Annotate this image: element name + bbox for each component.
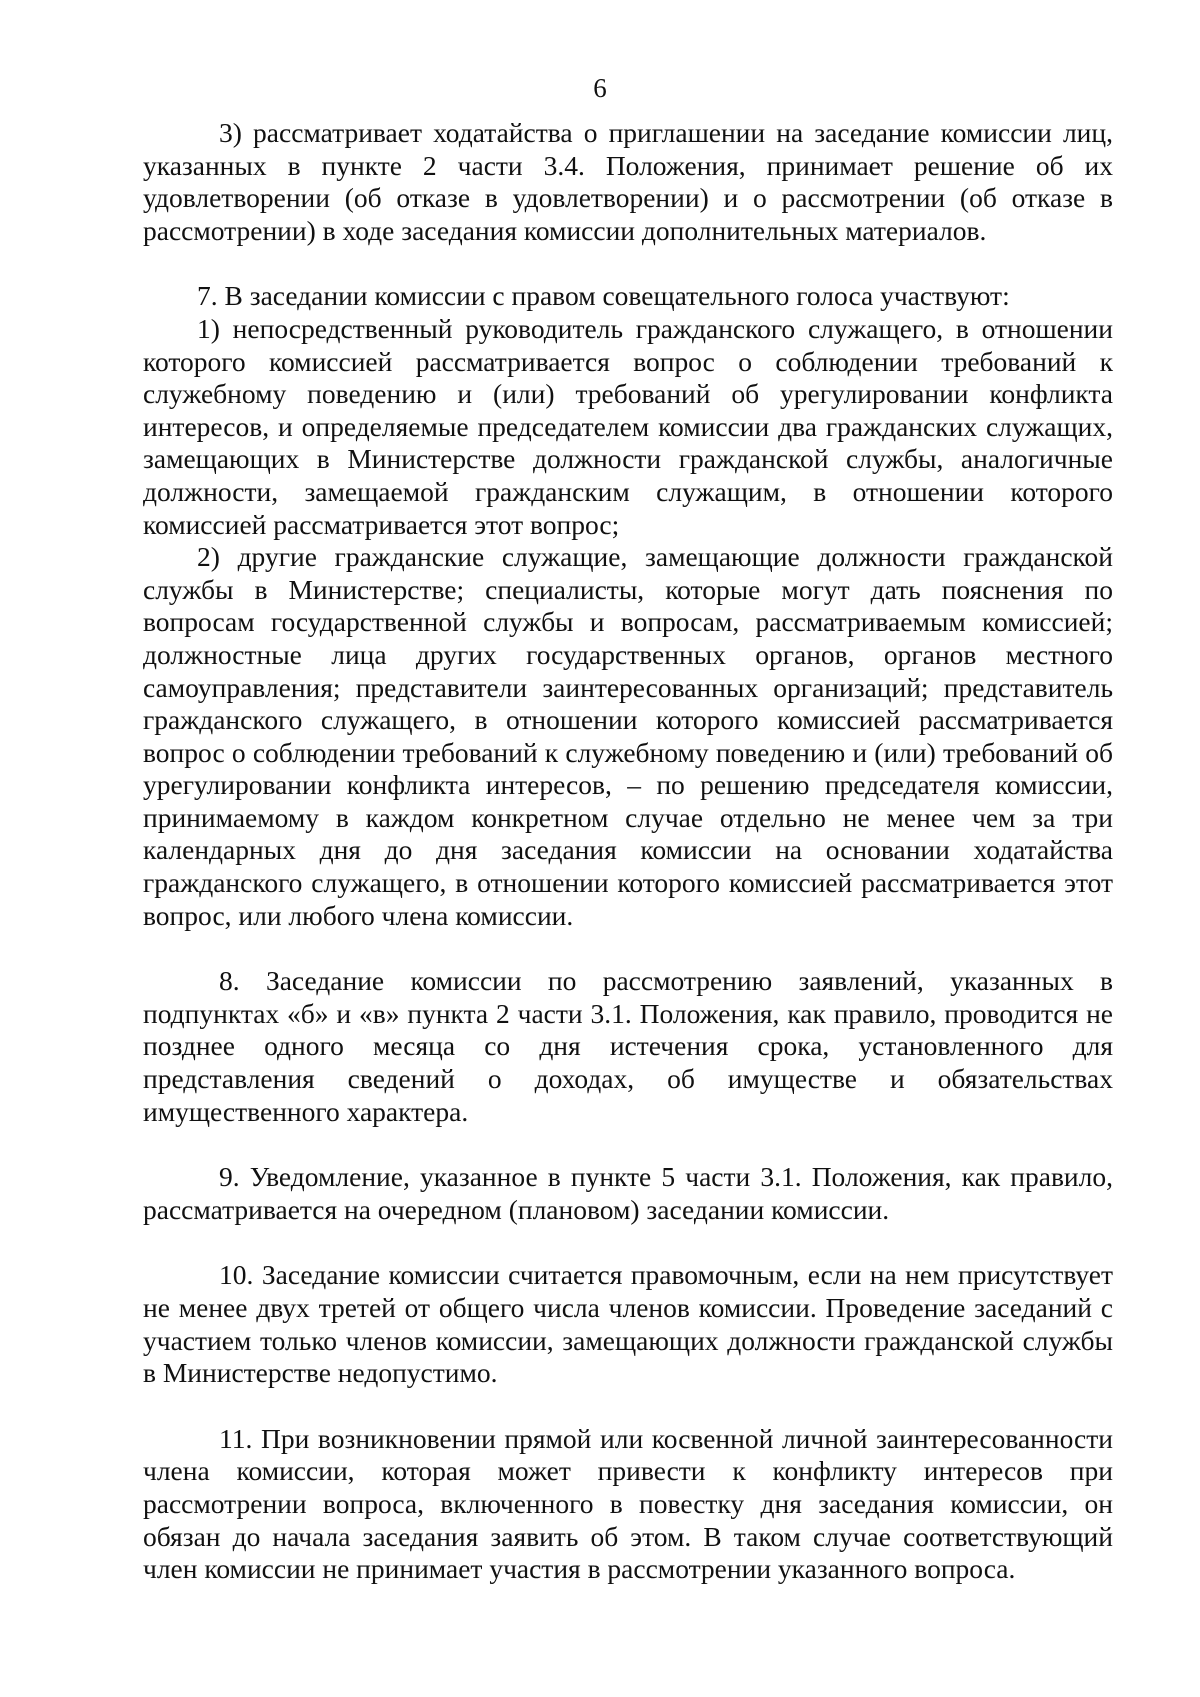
- paragraph-6-3: 3) рассматривает ходатайства о приглашении на заседание комиссии лиц, указанных в пункте 2 части 3.4. Положения, принимает решение об их удовлетворении (об отказе в удовлетворении) и о рассмотрении (об отказе в рассмотрении) в ходе заседания комиссии дополнительных материалов.: [143, 117, 1113, 246]
- paragraph-7: 7. В заседании комиссии с правом совещательного голоса участвуют:: [197, 280, 1010, 312]
- document-body: [143, 117, 1113, 1586]
- paragraph-7-1: 1) непосредственный руководитель гражданского служащего, в отношении которого комиссией рассматривается вопрос о соблюдении требований к служебному поведению и (или) требований об урегулировании конфликта интересов, и определяемые председателем комиссии два гражданских служащих, замещающих в Министерстве должности гражданской службы, аналогичные должности, замещаемой гражданским служащим, в отношении которого комиссией рассматривается этот вопрос;: [143, 312, 1113, 540]
- paragraph-11: 11. При возникновении прямой или косвенной личной заинтересованности члена комиссии, которая может привести к конфликту интересов при рассмотрении вопроса, включенного в повестку дня заседания комиссии, он обязан до начала заседания заявить об этом. В таком случае соответствующий член комиссии не принимает участия в рассмотрении указанного вопроса.: [143, 1422, 1113, 1585]
- page-number: 6: [593, 73, 607, 103]
- paragraph-7-2: 2) другие гражданские служащие, замещающие должности гражданской службы в Министерстве; специалисты, которые могут дать пояснения по вопросам государственной службы и вопросам, рассматриваемым комиссией; должностные лица других государственных органов, органов местного самоуправления; представители заинтересованных организаций; представитель гражданского служащего, в отношении которого комиссией рассматривается вопрос о соблюдении требований к служебному поведению и (или) требований об урегулировании конфликта интересов, – по решению председателя комиссии, принимаемому в каждом конкретном случае отдельно не менее чем за три календарных дня до дня заседания комиссии на основании ходатайства гражданского служащего, в отношении которого комиссией рассматривается этот вопрос, или любого члена комиссии.: [143, 541, 1113, 931]
- paragraph-10: 10. Заседание комиссии считается правомочным, если на нем присутствует не менее двух третей от общего числа членов комиссии. Проведение заседаний с участием только членов комиссии, замещающих должности гражданской службы в Министерстве недопустимо.: [143, 1259, 1113, 1389]
- paragraph-9: 9. Уведомление, указанное в пункте 5 части 3.1. Положения, как правило, рассматривается на очередном (плановом) заседании комиссии.: [143, 1161, 1113, 1225]
- paragraph-8: 8. Заседание комиссии по рассмотрению заявлений, указанных в подпунктах «б» и «в» пункта 2 части 3.1. Положения, как правило, проводится не позднее одного месяца со дня истечения срока, установленного для представления сведений о доходах, об имуществе и обязательствах имущественного характера.: [143, 965, 1113, 1127]
